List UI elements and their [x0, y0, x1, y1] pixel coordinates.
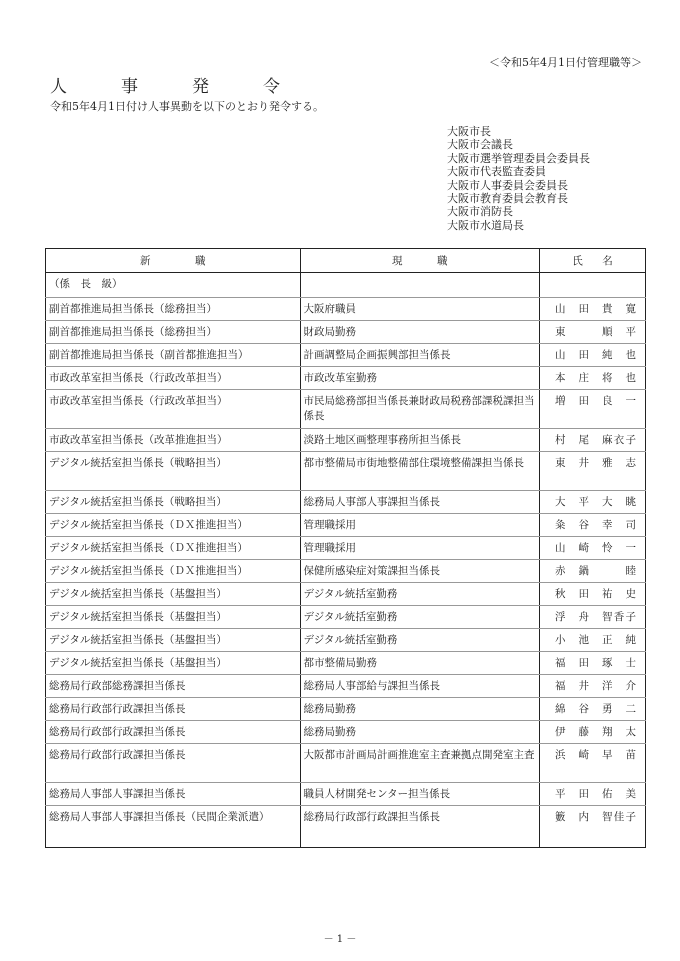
person-name [540, 390, 646, 429]
table-row [46, 390, 646, 429]
new-position: デジタル統括室担当係長（基盤担当） [46, 606, 301, 629]
given-name: 大眺 [602, 496, 636, 508]
family-name: 東 [555, 326, 566, 338]
person-name [540, 783, 646, 806]
issuer: 大阪市水道局長 [447, 218, 524, 232]
person-name [540, 606, 646, 629]
new-position: デジタル統括室担当係長（基盤担当） [46, 652, 301, 675]
table-row [46, 721, 646, 744]
current-position: デジタル統括室勤務 [300, 583, 540, 606]
given-name: 正純 [602, 634, 636, 646]
current-position: 財政局勤務 [300, 321, 540, 344]
family-name: 東井 [555, 457, 590, 469]
family-name: 福井 [555, 680, 590, 692]
title-char: 人 [50, 77, 67, 97]
person-name [540, 344, 646, 367]
new-position: 市政改革室担当係長（行政改革担当） [46, 390, 301, 429]
family-name: 浮舟 [555, 611, 590, 623]
person-name [540, 698, 646, 721]
table-row [46, 429, 646, 452]
new-position: 市政改革室担当係長（行政改革担当） [46, 367, 301, 390]
person-name [540, 367, 646, 390]
given-name: 智香子 [602, 611, 636, 623]
person-name [540, 744, 646, 783]
table-row [46, 675, 646, 698]
page-number: － 1 － [323, 934, 357, 945]
current-position: 保健所感染症対策課担当係長 [300, 560, 540, 583]
family-name: 山田 [555, 349, 590, 361]
table-row [46, 744, 646, 783]
current-position: 都市整備局勤務 [300, 652, 540, 675]
family-name: 山田 [555, 303, 590, 315]
table-row [46, 298, 646, 321]
issuer: 大阪市消防長 [447, 205, 513, 219]
family-name: 小池 [555, 634, 590, 646]
new-position: 市政改革室担当係長（改革推進担当） [46, 429, 301, 452]
current-position: 総務局行政部行政課担当係長 [300, 806, 540, 848]
new-position: 副首都推進局担当係長（総務担当） [46, 321, 301, 344]
family-name: 大平 [555, 496, 590, 508]
person-name [540, 652, 646, 675]
family-name: 赤鍋 [555, 565, 590, 577]
current-position: 市民局総務部担当係長兼財政局税務部課税課担当係長 [300, 390, 540, 429]
given-name: 雅志 [602, 457, 636, 469]
family-name: 増田 [555, 395, 590, 407]
given-name: 翔太 [602, 726, 636, 738]
given-name: 勇二 [602, 703, 636, 715]
issuer: 大阪市教育委員会教育長 [447, 192, 568, 206]
personnel-table [45, 248, 646, 848]
person-name [540, 452, 646, 491]
new-position: 総務局行政部行政課担当係長 [46, 744, 301, 783]
new-position: 総務局行政部行政課担当係長 [46, 698, 301, 721]
current-position: 総務局勤務 [300, 721, 540, 744]
title-char: 事 [121, 77, 138, 97]
given-name: 麻衣子 [602, 434, 636, 446]
current-position: 市政改革室勤務 [300, 367, 540, 390]
given-name: 智佳子 [602, 811, 636, 823]
given-name: 順平 [602, 326, 636, 338]
family-name: 村尾 [555, 434, 590, 446]
category-label: （係 長 級） [46, 273, 301, 298]
family-name: 籔内 [555, 811, 590, 823]
given-name: 貴寛 [602, 303, 636, 315]
category-row [46, 273, 646, 298]
current-position: 計画調整局企画振興部担当係長 [300, 344, 540, 367]
table-header-row [46, 249, 646, 273]
issuer: 大阪市長 [447, 125, 491, 138]
person-name [540, 560, 646, 583]
new-position: 総務局人事部人事課担当係長（民間企業派遣） [46, 806, 301, 848]
current-position: 総務局勤務 [300, 698, 540, 721]
title-char: 発 [192, 77, 209, 97]
table-row [46, 652, 646, 675]
new-position: デジタル統括室担当係長（基盤担当） [46, 629, 301, 652]
person-name [540, 629, 646, 652]
new-position: デジタル統括室担当係長（戦略担当） [46, 452, 301, 491]
issuer: 大阪市代表監査委員 [447, 165, 546, 179]
table-row [46, 583, 646, 606]
person-name [540, 721, 646, 744]
new-position: 総務局行政部総務課担当係長 [46, 675, 301, 698]
family-name: 綿谷 [555, 703, 590, 715]
issuer: 大阪市選挙管理委員会委員長 [447, 151, 590, 165]
person-name [540, 675, 646, 698]
given-name: 洋介 [602, 680, 636, 692]
person-name [540, 321, 646, 344]
table-row [46, 452, 646, 491]
new-position: 総務局人事部人事課担当係長 [46, 783, 301, 806]
issuer-list [447, 125, 590, 232]
table-row [46, 491, 646, 514]
title-char: 令 [263, 77, 280, 97]
person-name [540, 514, 646, 537]
family-name: 平田 [555, 788, 590, 800]
current-position: デジタル統括室勤務 [300, 629, 540, 652]
current-position: デジタル統括室勤務 [300, 606, 540, 629]
given-name: 幸司 [602, 519, 636, 531]
current-position: 都市整備局市街地整備部住環境整備課担当係長 [300, 452, 540, 491]
new-position: デジタル統括室担当係長（ＤＸ推進担当） [46, 560, 301, 583]
header-new-position: 新 職 [46, 249, 301, 273]
family-name: 秋田 [555, 588, 590, 600]
table-row [46, 629, 646, 652]
table-row [46, 560, 646, 583]
given-name: 佑美 [602, 788, 636, 800]
given-name: 祐史 [602, 588, 636, 600]
given-name: 将也 [602, 372, 636, 384]
table-row [46, 806, 646, 848]
table-row [46, 606, 646, 629]
table-row [46, 537, 646, 560]
new-position: デジタル統括室担当係長（基盤担当） [46, 583, 301, 606]
family-name: 粂谷 [555, 519, 590, 531]
given-name: 純也 [602, 349, 636, 361]
table-row [46, 783, 646, 806]
current-position: 総務局人事部給与課担当係長 [300, 675, 540, 698]
person-name [540, 583, 646, 606]
new-position: 副首都推進局担当係長（副首都推進担当） [46, 344, 301, 367]
person-name [540, 429, 646, 452]
header-name: 氏 名 [540, 249, 646, 273]
new-position: 副首都推進局担当係長（総務担当） [46, 298, 301, 321]
new-position: デジタル統括室担当係長（ＤＸ推進担当） [46, 514, 301, 537]
given-name: 琢士 [602, 657, 636, 669]
current-position: 淡路土地区画整理事務所担当係長 [300, 429, 540, 452]
family-name: 山崎 [555, 542, 590, 554]
document-tag: ＜令和5年4月1日付管理職等＞ [489, 56, 642, 69]
current-position: 総務局人事部人事課担当係長 [300, 491, 540, 514]
family-name: 浜崎 [555, 749, 590, 761]
person-name [540, 806, 646, 848]
current-position: 管理職採用 [300, 514, 540, 537]
table-row [46, 367, 646, 390]
table-row [46, 321, 646, 344]
issuer: 大阪市会議長 [447, 138, 513, 152]
family-name: 伊藤 [555, 726, 590, 738]
header-current-position: 現 職 [300, 249, 540, 273]
person-name [540, 491, 646, 514]
current-position: 管理職採用 [300, 537, 540, 560]
table-row [46, 344, 646, 367]
issuer: 大阪市人事委員会委員長 [447, 178, 568, 192]
given-name: 良一 [602, 395, 636, 407]
current-position: 職員人材開発センター担当係長 [300, 783, 540, 806]
given-name: 怜一 [602, 542, 636, 554]
current-position: 大阪府職員 [300, 298, 540, 321]
table-row [46, 698, 646, 721]
new-position: デジタル統括室担当係長（ＤＸ推進担当） [46, 537, 301, 560]
table-row [46, 514, 646, 537]
family-name: 本庄 [555, 372, 590, 384]
document-title [50, 72, 280, 97]
person-name [540, 537, 646, 560]
new-position: 総務局行政部行政課担当係長 [46, 721, 301, 744]
family-name: 福田 [555, 657, 590, 669]
given-name: 睦 [625, 565, 636, 577]
current-position: 大阪都市計画局計画推進室主査兼拠点開発室主査 [300, 744, 540, 783]
person-name [540, 298, 646, 321]
new-position: デジタル統括室担当係長（戦略担当） [46, 491, 301, 514]
given-name: 早苗 [602, 749, 636, 761]
lead-text: 令和5年4月1日付け人事異動を以下のとおり発令する。 [50, 100, 324, 113]
